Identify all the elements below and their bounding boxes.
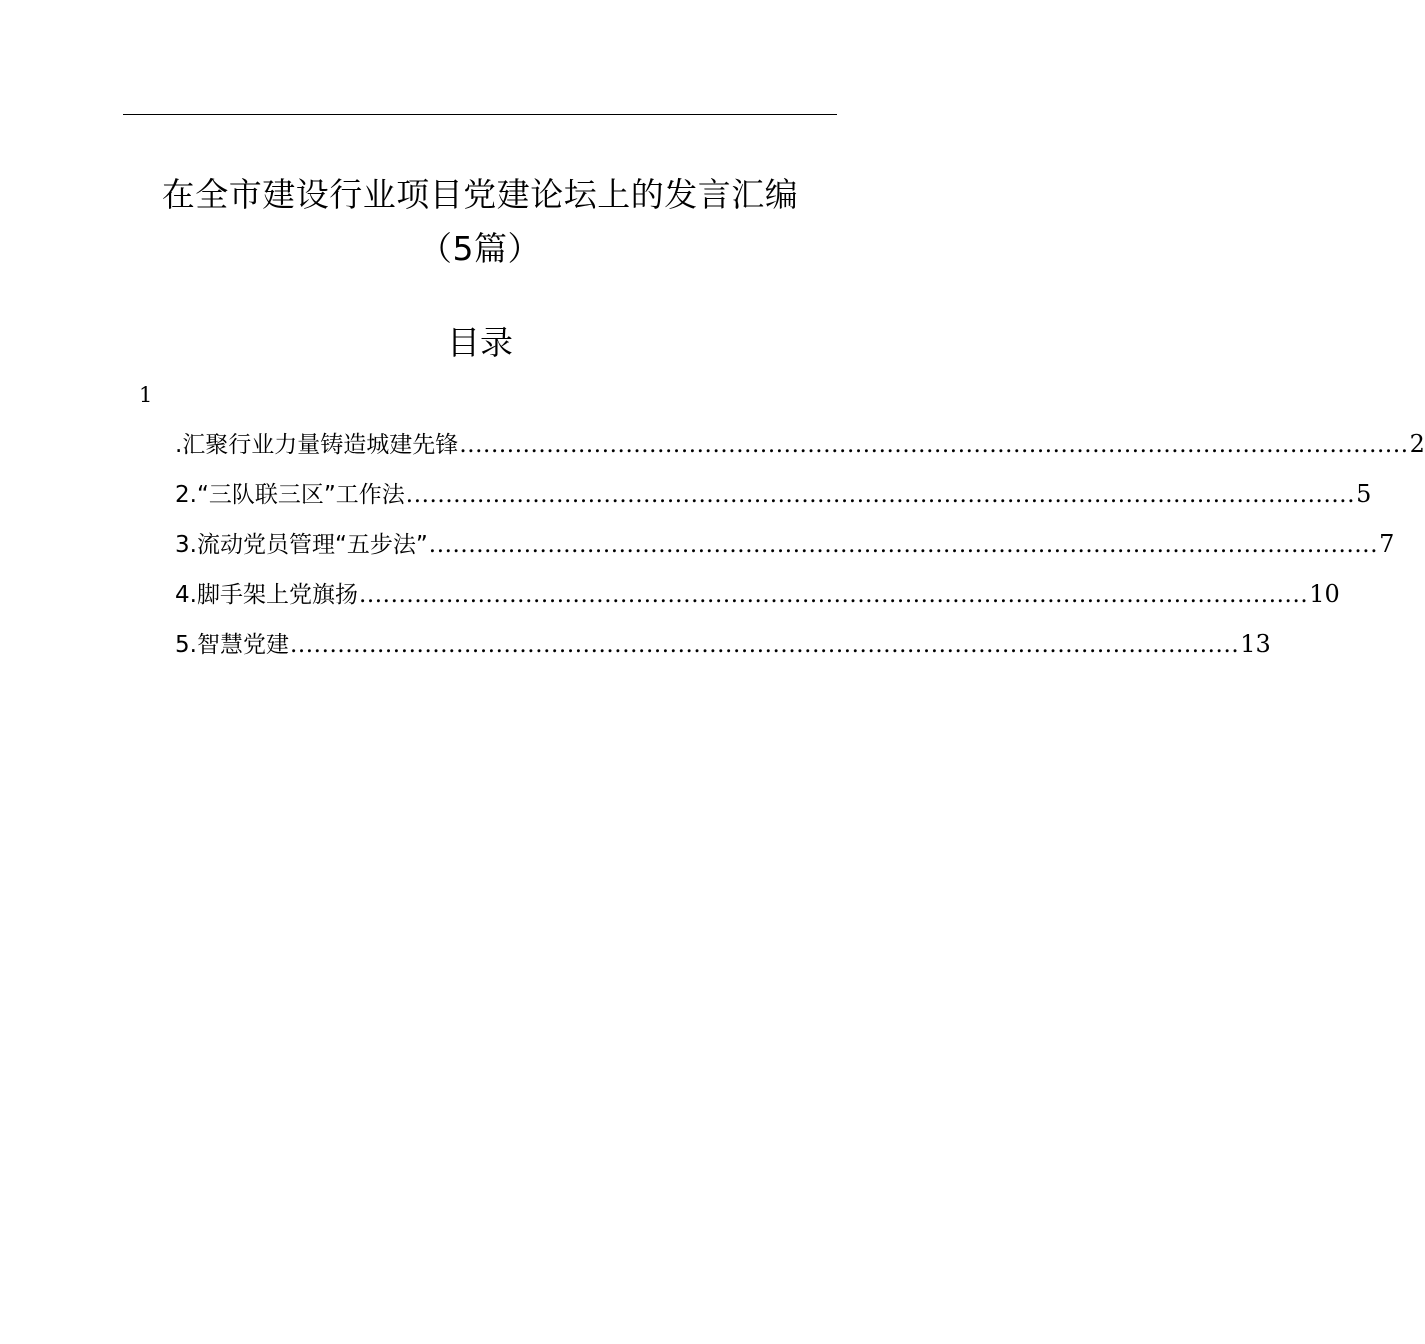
header-rule [123,114,837,115]
toc-dot-leader: ........................................................................................................................ [289,632,1240,658]
toc-entry-text: 5.智慧党建 [175,632,289,658]
toc-entry-text: 4.脚手架上党旗扬 [175,582,358,608]
toc-entry[interactable] [175,572,1340,622]
toc-entry-text: 2.“三队联三区”工作法 [175,482,405,508]
stray-number: 1 [139,383,153,407]
title-line-1: 在全市建设行业项目党建论坛上的发言汇编 [161,175,799,214]
toc-entry-text: .汇聚行业力量铸造城建先锋 [175,432,459,458]
toc-page-number: 7 [1379,530,1395,558]
document-title [100,168,860,276]
toc-entry[interactable] [175,622,1271,672]
toc-entry[interactable] [175,522,1395,572]
title-line-2: （5篇） [419,229,541,268]
toc-page-number: 13 [1240,630,1271,658]
toc-dot-leader: ........................................................................................................................ [358,582,1309,608]
table-of-contents [175,422,1425,672]
toc-page-number: 2 [1409,430,1425,458]
toc-dot-leader: ........................................................................................................................ [459,432,1409,458]
toc-page-number: 5 [1356,480,1372,508]
toc-entry-text: 3.流动党员管理“五步法” [175,532,428,558]
toc-page-number: 10 [1309,580,1340,608]
toc-heading: 目录 [447,323,513,362]
toc-dot-leader: ........................................................................................................................ [428,532,1379,558]
toc-dot-leader: ........................................................................................................................ [405,482,1356,508]
toc-entry[interactable] [175,472,1372,522]
toc-entry[interactable] [175,422,1425,472]
